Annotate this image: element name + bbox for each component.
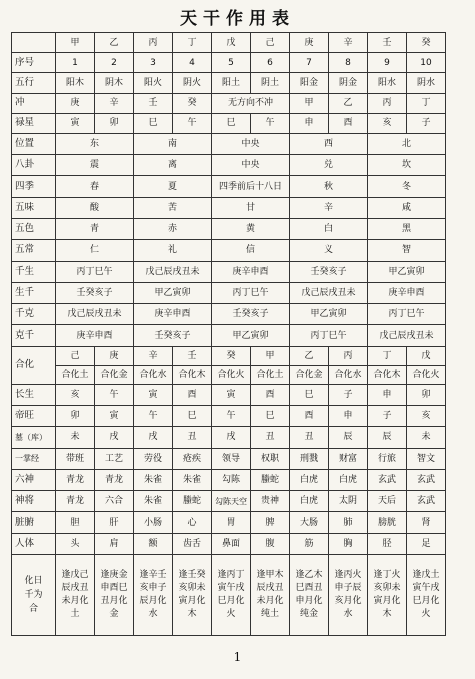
- cell: 合化水: [134, 365, 173, 384]
- cell: 戊己辰戌丑未: [290, 282, 368, 303]
- cell: 东: [56, 133, 134, 154]
- cell: 咸: [368, 197, 446, 218]
- row-xuhao: [12, 53, 446, 73]
- cell: 肝: [95, 512, 134, 533]
- cell: 合化水: [329, 365, 368, 384]
- stem-header: 癸: [407, 33, 446, 53]
- cell: 肺: [329, 512, 368, 533]
- cell: 卯: [95, 113, 134, 133]
- cell: 辛: [290, 197, 368, 218]
- cell: 酉: [251, 384, 290, 405]
- cell: 丙: [368, 93, 407, 113]
- row-label: 生千: [12, 282, 56, 303]
- cell: 丙丁巳午: [212, 282, 290, 303]
- cell: 六合: [95, 491, 134, 512]
- stem-header: 己: [251, 33, 290, 53]
- header-corner: [12, 33, 56, 53]
- stem-header: 甲: [56, 33, 95, 53]
- row-diwang: [12, 406, 446, 427]
- cell: 财富: [329, 448, 368, 469]
- row-label: 四季: [12, 176, 56, 197]
- row-hehua-top: [12, 346, 446, 365]
- cell: 午: [173, 113, 212, 133]
- row-siji: [12, 176, 446, 197]
- cell: 寅: [95, 406, 134, 427]
- cell: 甲: [251, 346, 290, 365]
- cell: 庚辛申酉: [368, 282, 446, 303]
- cell: 逢辛壬 亥申子 辰月化 水: [134, 555, 173, 636]
- row-chong: [12, 93, 446, 113]
- cell: 巳: [251, 406, 290, 427]
- row-label: 长生: [12, 384, 56, 405]
- row-label: 千克: [12, 304, 56, 325]
- cell: 智文: [407, 448, 446, 469]
- cell: 白虎: [329, 469, 368, 490]
- cell: 额: [134, 533, 173, 554]
- cell: 逢庚金 申酉巳 丑月化 金: [95, 555, 134, 636]
- cell: 阳金: [290, 73, 329, 93]
- cell: 逢乙木 巳酉丑 申月化 纯金: [290, 555, 329, 636]
- row-label: 克千: [12, 325, 56, 346]
- cell: 玄武: [407, 469, 446, 490]
- row-hehua-detail: [12, 555, 446, 636]
- cell: 卯: [56, 406, 95, 427]
- cell: 丑: [290, 427, 329, 448]
- cell: 肩: [95, 533, 134, 554]
- cell: 丙丁巳午: [368, 304, 446, 325]
- row-wuse: [12, 218, 446, 239]
- cell: 酉: [173, 384, 212, 405]
- row-lu: [12, 113, 446, 133]
- row-label: 千生: [12, 261, 56, 282]
- row-label: 序号: [12, 53, 56, 73]
- cell: 庚: [95, 346, 134, 365]
- stem-header: 庚: [290, 33, 329, 53]
- cell: 工艺: [95, 448, 134, 469]
- cell: 庚: [56, 93, 95, 113]
- cell: 戌: [212, 427, 251, 448]
- cell: 春: [56, 176, 134, 197]
- row-gansheng: [12, 261, 446, 282]
- row-label: 帝旺: [12, 406, 56, 427]
- cell: 肾: [407, 512, 446, 533]
- cell: 午: [134, 406, 173, 427]
- cell: 合化火: [212, 365, 251, 384]
- cell: 癸: [212, 346, 251, 365]
- cell: 秋: [290, 176, 368, 197]
- cell: 阳水: [368, 73, 407, 93]
- row-zangfu: [12, 512, 446, 533]
- cell: 戌: [134, 427, 173, 448]
- cell: 甲乙寅卯: [290, 304, 368, 325]
- cell: 子: [329, 384, 368, 405]
- cell: 10: [407, 53, 446, 73]
- cell: 甲乙寅卯: [134, 282, 212, 303]
- cell: 玄武: [368, 469, 407, 490]
- cell: 信: [212, 240, 290, 261]
- cell: 甲乙寅卯: [212, 325, 290, 346]
- cell: 壬癸亥子: [212, 304, 290, 325]
- row-label: 位置: [12, 133, 56, 154]
- stem-header: 丙: [134, 33, 173, 53]
- row-label-line: 合: [28, 604, 38, 614]
- cell: 青: [56, 218, 134, 239]
- cell: 勾陈: [212, 469, 251, 490]
- cell: 辛: [134, 346, 173, 365]
- cell: 丁: [407, 93, 446, 113]
- cell: 中央: [212, 155, 290, 176]
- row-shenggan: [12, 282, 446, 303]
- cell: 寅: [134, 384, 173, 405]
- cell: 合化火: [407, 365, 446, 384]
- row-bagua: [12, 155, 446, 176]
- cell: 胫: [368, 533, 407, 554]
- cell: 冬: [368, 176, 446, 197]
- cell: 筋: [290, 533, 329, 554]
- cell: 朱雀: [134, 469, 173, 490]
- row-kegan: [12, 325, 446, 346]
- cell: 智: [368, 240, 446, 261]
- cell: 3: [134, 53, 173, 73]
- cell: 玄武: [407, 491, 446, 512]
- cell: 申: [329, 406, 368, 427]
- cell: 7: [290, 53, 329, 73]
- row-label: 禄星: [12, 113, 56, 133]
- cell: 南: [134, 133, 212, 154]
- cell: 阴木: [95, 73, 134, 93]
- cell: 大肠: [290, 512, 329, 533]
- cell: 丁: [368, 346, 407, 365]
- row-label: 一掌经: [12, 448, 56, 469]
- cell: 丑: [173, 427, 212, 448]
- tiangan-table: [11, 32, 446, 636]
- cell: 逢甲木 辰戌丑 未月化 纯土: [251, 555, 290, 636]
- cell: 阴火: [173, 73, 212, 93]
- cell: 小肠: [134, 512, 173, 533]
- cell: 合化木: [368, 365, 407, 384]
- cell: 逢丙丁 寅午戌 巳月化 火: [212, 555, 251, 636]
- cell: 辰: [368, 427, 407, 448]
- stem-header: 壬: [368, 33, 407, 53]
- cell: 庚辛申酉: [56, 325, 134, 346]
- cell: 丙丁巳午: [56, 261, 134, 282]
- cell: 青龙: [95, 469, 134, 490]
- cell: 丙: [329, 346, 368, 365]
- row-label: 墓（库）: [12, 427, 56, 448]
- cell: 9: [368, 53, 407, 73]
- cell: 刑戮: [290, 448, 329, 469]
- cell: 朱雀: [173, 469, 212, 490]
- stem-header: 乙: [95, 33, 134, 53]
- cell: 未: [56, 427, 95, 448]
- row-label: 五行: [12, 73, 56, 93]
- cell: 甘: [212, 197, 290, 218]
- row-mu: [12, 427, 446, 448]
- cell: 螣蛇: [251, 469, 290, 490]
- row-label-line: 化日: [24, 576, 43, 586]
- cell: 壬癸亥子: [290, 261, 368, 282]
- row-label: 人体: [12, 533, 56, 554]
- cell: 黄: [212, 218, 290, 239]
- cell: 行旅: [368, 448, 407, 469]
- cell: 合化土: [251, 365, 290, 384]
- cell: 逢戊土 寅午戌 巳月化 火: [407, 555, 446, 636]
- cell: 勾陈天空: [212, 491, 251, 512]
- cell: 无方向不冲: [212, 93, 290, 113]
- cell: 阳木: [56, 73, 95, 93]
- cell: 赤: [134, 218, 212, 239]
- stem-header: 戊: [212, 33, 251, 53]
- cell: 乙: [290, 346, 329, 365]
- cell: 疮疾: [173, 448, 212, 469]
- cell: 离: [134, 155, 212, 176]
- row-shenjiang: [12, 491, 446, 512]
- cell: 合化金: [290, 365, 329, 384]
- row-wuwei: [12, 197, 446, 218]
- row-label: 八卦: [12, 155, 56, 176]
- cell: 丑: [251, 427, 290, 448]
- row-label: 脏腑: [12, 512, 56, 533]
- cell: 阳火: [134, 73, 173, 93]
- cell: 脾: [251, 512, 290, 533]
- cell: 兑: [290, 155, 368, 176]
- cell: 黑: [368, 218, 446, 239]
- cell: 白虎: [290, 469, 329, 490]
- cell: 太阴: [329, 491, 368, 512]
- cell: 西: [290, 133, 368, 154]
- cell: 丙丁巳午: [290, 325, 368, 346]
- cell: 庚辛申酉: [212, 261, 290, 282]
- cell: 青龙: [56, 469, 95, 490]
- cell: 坎: [368, 155, 446, 176]
- row-label: 六神: [12, 469, 56, 490]
- cell: 戊己辰戌丑未: [56, 304, 134, 325]
- cell: 阴水: [407, 73, 446, 93]
- cell: 头: [56, 533, 95, 554]
- cell: 壬: [134, 93, 173, 113]
- cell: 壬: [173, 346, 212, 365]
- cell: 子: [368, 406, 407, 427]
- cell: 膀胱: [368, 512, 407, 533]
- cell: 足: [407, 533, 446, 554]
- cell: 青龙: [56, 491, 95, 512]
- row-wuxing: [12, 73, 446, 93]
- cell: 亥: [56, 384, 95, 405]
- row-label-line: 千为: [24, 590, 43, 600]
- cell: 卯: [407, 384, 446, 405]
- cell: 胃: [212, 512, 251, 533]
- cell: 领导: [212, 448, 251, 469]
- cell: 白: [290, 218, 368, 239]
- cell: 礼: [134, 240, 212, 261]
- cell: 合化土: [56, 365, 95, 384]
- row-wuchang: [12, 240, 446, 261]
- cell: 辛: [95, 93, 134, 113]
- cell: 苦: [134, 197, 212, 218]
- cell: 螣蛇: [173, 491, 212, 512]
- cell: 1: [56, 53, 95, 73]
- row-hehua-bottom: [12, 365, 446, 384]
- cell: 未: [407, 427, 446, 448]
- cell: 巳: [173, 406, 212, 427]
- cell: 壬癸亥子: [56, 282, 134, 303]
- cell: 震: [56, 155, 134, 176]
- stem-header: 辛: [329, 33, 368, 53]
- cell: 仁: [56, 240, 134, 261]
- cell: 鼻面: [212, 533, 251, 554]
- cell: 戊: [407, 346, 446, 365]
- cell: 寅: [212, 384, 251, 405]
- cell: 带班: [56, 448, 95, 469]
- cell: 阳土: [212, 73, 251, 93]
- row-label: 五味: [12, 197, 56, 218]
- row-label: [12, 555, 56, 636]
- cell: 2: [95, 53, 134, 73]
- cell: 巳: [134, 113, 173, 133]
- cell: 胸: [329, 533, 368, 554]
- cell: 己: [56, 346, 95, 365]
- row-label: 五常: [12, 240, 56, 261]
- row-weizhi: [12, 133, 446, 154]
- cell: 胆: [56, 512, 95, 533]
- cell: 权职: [251, 448, 290, 469]
- cell: 庚辛申酉: [134, 304, 212, 325]
- cell: 乙: [329, 93, 368, 113]
- cell: 5: [212, 53, 251, 73]
- cell: 午: [212, 406, 251, 427]
- cell: 北: [368, 133, 446, 154]
- cell: 夏: [134, 176, 212, 197]
- row-yizhangjing: [12, 448, 446, 469]
- row-label: 冲: [12, 93, 56, 113]
- cell: 义: [290, 240, 368, 261]
- cell: 天后: [368, 491, 407, 512]
- cell: 腹: [251, 533, 290, 554]
- cell: 午: [251, 113, 290, 133]
- cell: 阴土: [251, 73, 290, 93]
- cell: 癸: [173, 93, 212, 113]
- cell: 酉: [290, 406, 329, 427]
- cell: 寅: [56, 113, 95, 133]
- cell: 甲乙寅卯: [368, 261, 446, 282]
- cell: 贵神: [251, 491, 290, 512]
- cell: 劳役: [134, 448, 173, 469]
- cell: 心: [173, 512, 212, 533]
- row-liushen: [12, 469, 446, 490]
- cell: 阴金: [329, 73, 368, 93]
- cell: 逢戊己 辰戌丑 未月化 土: [56, 555, 95, 636]
- cell: 四季前后十八日: [212, 176, 290, 197]
- cell: 6: [251, 53, 290, 73]
- stem-header: 丁: [173, 33, 212, 53]
- cell: 逢壬癸 亥卯未 寅月化 木: [173, 555, 212, 636]
- cell: 戊己辰戌丑未: [368, 325, 446, 346]
- cell: 中央: [212, 133, 290, 154]
- cell: 壬癸亥子: [134, 325, 212, 346]
- row-changsheng: [12, 384, 446, 405]
- cell: 酸: [56, 197, 134, 218]
- cell: 齿舌: [173, 533, 212, 554]
- cell: 合化金: [95, 365, 134, 384]
- cell: 朱雀: [134, 491, 173, 512]
- row-label: 五色: [12, 218, 56, 239]
- cell: 4: [173, 53, 212, 73]
- page-number: 1: [233, 650, 242, 664]
- cell: 巳: [212, 113, 251, 133]
- cell: 申: [368, 384, 407, 405]
- cell: 戌: [95, 427, 134, 448]
- cell: 合化木: [173, 365, 212, 384]
- cell: 午: [95, 384, 134, 405]
- row-label: 合化: [12, 346, 56, 384]
- cell: 白虎: [290, 491, 329, 512]
- row-ganke: [12, 304, 446, 325]
- cell: 子: [407, 113, 446, 133]
- page-title: 天干作用表: [180, 9, 295, 29]
- header-row: [12, 33, 446, 53]
- row-renti: [12, 533, 446, 554]
- cell: 戊己辰戌丑未: [134, 261, 212, 282]
- cell: 逢丙火 申子辰 亥月化 水: [329, 555, 368, 636]
- cell: 亥: [407, 406, 446, 427]
- cell: 巳: [290, 384, 329, 405]
- cell: 申: [290, 113, 329, 133]
- row-label: 神将: [12, 491, 56, 512]
- cell: 逢丁火 亥卯未 寅月化 木: [368, 555, 407, 636]
- cell: 甲: [290, 93, 329, 113]
- cell: 辰: [329, 427, 368, 448]
- cell: 8: [329, 53, 368, 73]
- cell: 亥: [368, 113, 407, 133]
- cell: 酉: [329, 113, 368, 133]
